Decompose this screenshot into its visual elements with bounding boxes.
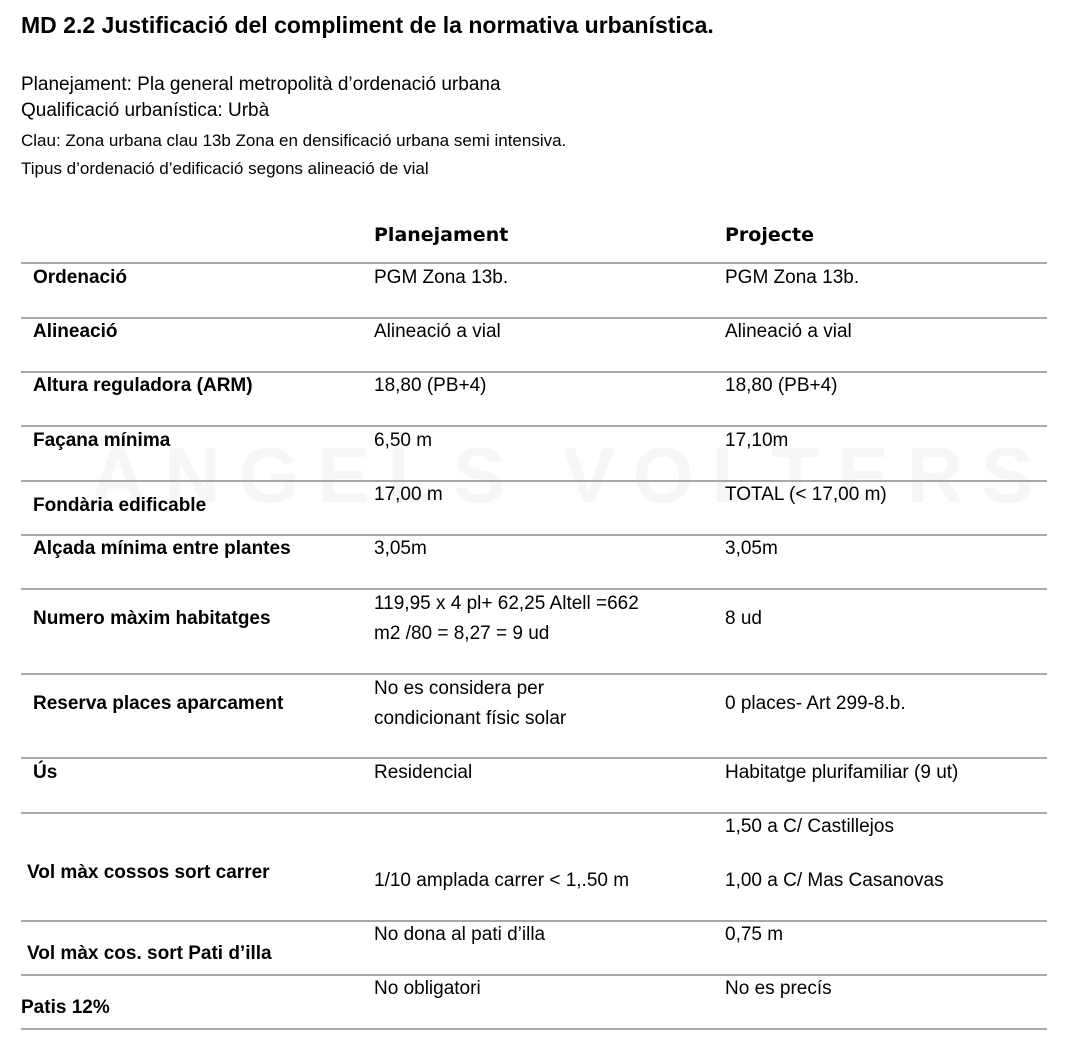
- cell-planejament-alcada: 3,05m: [374, 538, 427, 559]
- cell-planejament-patis: No obligatori: [374, 978, 481, 999]
- row-label-ordenacio: Ordenació: [33, 267, 127, 288]
- cell-planejament-aparcament-line2: condicionant físic solar: [374, 708, 567, 729]
- row-divider: [21, 425, 1047, 427]
- row-label-facana: Façana mínima: [33, 430, 171, 451]
- cell-projecte-patis: No es precís: [725, 978, 832, 999]
- cell-projecte-fondaria: TOTAL (< 17,00 m): [725, 484, 887, 505]
- cell-planejament-facana: 6,50 m: [374, 430, 433, 451]
- row-label-cossos-carrer: Vol màx cossos sort carrer: [27, 862, 270, 883]
- intro-qualificacio: Qualificació urbanística: Urbà: [21, 100, 270, 121]
- cell-planejament-pati-illa: No dona al pati d’illa: [374, 924, 546, 945]
- cell-projecte-altura: 18,80 (PB+4): [725, 375, 838, 396]
- cell-planejament-altura: 18,80 (PB+4): [374, 375, 487, 396]
- row-label-habitatges: Numero màxim habitatges: [33, 608, 271, 629]
- cell-projecte-pati-illa: 0,75 m: [725, 924, 784, 945]
- row-label-pati-illa: Vol màx cos. sort Pati d’illa: [27, 943, 272, 964]
- cell-projecte-facana: 17,10m: [725, 430, 789, 451]
- header-planejament: Planejament: [374, 224, 509, 246]
- cell-planejament-aparcament-line1: No es considera per: [374, 678, 545, 699]
- watermark: [90, 430, 1051, 521]
- page-title: MD 2.2 Justificació del compliment de la normativa urbanística.: [21, 12, 714, 38]
- row-label-us: Ús: [33, 762, 58, 783]
- intro-clau: Clau: Zona urbana clau 13b Zona en densificació urbana semi intensiva.: [21, 131, 567, 150]
- row-divider: [21, 262, 1047, 264]
- cell-projecte-us: Habitatge plurifamiliar (9 ut): [725, 762, 959, 783]
- row-label-aparcament: Reserva places aparcament: [33, 693, 284, 714]
- row-divider: [21, 480, 1047, 482]
- cell-planejament-alineacio: Alineació a vial: [374, 321, 501, 342]
- cell-planejament-ordenacio: PGM Zona 13b.: [374, 267, 509, 288]
- row-divider: [21, 1028, 1047, 1030]
- cell-planejament-us: Residencial: [374, 762, 473, 783]
- intro-planejament: Planejament: Pla general metropolità d’ordenació urbana: [21, 74, 501, 95]
- intro-tipus: Tipus d’ordenació d’edificació segons alineació de vial: [21, 159, 429, 178]
- cell-planejament-habitatges-line1: 119,95 x 4 pl+ 62,25 Altell =662: [374, 593, 639, 614]
- cell-projecte-cossos-carrer-line1: 1,50 a C/ Castillejos: [725, 816, 894, 837]
- row-label-alcada: Alçada mínima entre plantes: [33, 538, 291, 559]
- cell-planejament-habitatges-line2: m2 /80 = 8,27 = 9 ud: [374, 623, 550, 644]
- cell-projecte-aparcament: 0 places- Art 299-8.b.: [725, 693, 906, 714]
- cell-projecte-ordenacio: PGM Zona 13b.: [725, 267, 860, 288]
- row-label-patis: Patis 12%: [21, 997, 110, 1018]
- row-label-altura: Altura reguladora (ARM): [33, 375, 253, 396]
- row-divider: [21, 317, 1047, 319]
- cell-planejament-cossos-carrer: 1/10 amplada carrer < 1,.50 m: [374, 870, 630, 891]
- header-projecte: Projecte: [725, 224, 814, 246]
- cell-planejament-fondaria: 17,00 m: [374, 484, 443, 505]
- cell-projecte-alcada: 3,05m: [725, 538, 778, 559]
- row-label-fondaria: Fondària edificable: [33, 495, 207, 516]
- cell-projecte-habitatges: 8 ud: [725, 608, 762, 629]
- row-label-alineacio: Alineació: [33, 321, 118, 342]
- row-divider: [21, 974, 1047, 976]
- cell-projecte-alineacio: Alineació a vial: [725, 321, 852, 342]
- cell-projecte-cossos-carrer-line2: 1,00 a C/ Mas Casanovas: [725, 870, 944, 891]
